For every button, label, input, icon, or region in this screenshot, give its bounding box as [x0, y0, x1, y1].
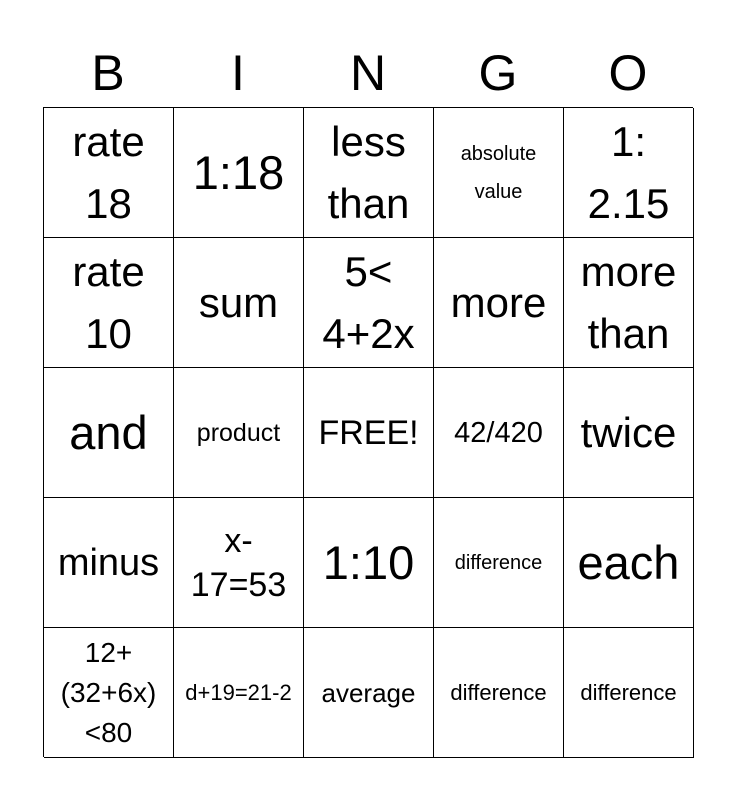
- cell-text: rate 10: [72, 247, 145, 357]
- cell-text: product: [196, 418, 281, 447]
- bingo-cell-r5c2[interactable]: [174, 628, 304, 758]
- bingo-cell-r4c1[interactable]: [44, 498, 174, 628]
- cell-text: twice: [580, 408, 677, 456]
- bingo-cell-r2c3[interactable]: [304, 238, 434, 368]
- bingo-cell-r2c2[interactable]: [174, 238, 304, 368]
- bingo-cell-r5c3[interactable]: [304, 628, 434, 758]
- bingo-board: [43, 107, 693, 757]
- header-letter-b: B: [91, 45, 125, 101]
- cell-text: 1:18: [192, 145, 285, 199]
- bingo-cell-r3c5[interactable]: [564, 368, 694, 498]
- cell-text: 42/420: [454, 416, 543, 449]
- bingo-cell-r1c1[interactable]: [44, 108, 174, 238]
- cell-text: sum: [198, 278, 279, 326]
- header-letter-g: G: [478, 45, 518, 101]
- cell-text: absolute value: [460, 142, 537, 203]
- cell-text: rate 18: [72, 117, 145, 227]
- bingo-cell-r1c3[interactable]: [304, 108, 434, 238]
- cell-text: d+19=21-2: [185, 679, 292, 705]
- cell-text: each: [577, 535, 680, 589]
- bingo-cell-r4c4[interactable]: [434, 498, 564, 628]
- bingo-cell-r1c5[interactable]: [564, 108, 694, 238]
- bingo-cell-r2c5[interactable]: [564, 238, 694, 368]
- cell-text: x-17=53: [190, 521, 287, 604]
- bingo-cell-r3c2[interactable]: [174, 368, 304, 498]
- bingo-cell-r4c2[interactable]: [174, 498, 304, 628]
- cell-text: more than: [580, 247, 677, 357]
- header-letter-o: O: [608, 45, 648, 101]
- bingo-cell-r2c1[interactable]: [44, 238, 174, 368]
- bingo-header: [43, 40, 693, 106]
- cell-text: less than: [327, 117, 410, 227]
- bingo-cell-r1c4[interactable]: [434, 108, 564, 238]
- bingo-cell-r4c3[interactable]: [304, 498, 434, 628]
- cell-text: difference: [454, 551, 543, 574]
- cell-text: more: [450, 278, 547, 326]
- bingo-cell-r5c4[interactable]: [434, 628, 564, 758]
- cell-text: average: [321, 677, 416, 708]
- bingo-cell-r3c1[interactable]: [44, 368, 174, 498]
- bingo-cell-r5c1[interactable]: [44, 628, 174, 758]
- bingo-cell-r5c5[interactable]: [564, 628, 694, 758]
- bingo-cell-r3c4[interactable]: [434, 368, 564, 498]
- cell-text: FREE!: [318, 413, 419, 452]
- cell-text: and: [69, 405, 148, 459]
- bingo-cell-r1c2[interactable]: [174, 108, 304, 238]
- header-letter-i: I: [231, 45, 245, 101]
- cell-text: difference: [450, 679, 547, 705]
- cell-text: 1:10: [322, 535, 415, 589]
- bingo-cell-r2c4[interactable]: [434, 238, 564, 368]
- cell-text: difference: [580, 679, 677, 705]
- cell-text: 12+ (32+6x) <80: [60, 636, 157, 748]
- cell-text: 1: 2.15: [587, 117, 670, 227]
- cell-text: minus: [57, 541, 160, 584]
- header-letter-n: N: [349, 45, 387, 101]
- bingo-cell-r4c5[interactable]: [564, 498, 694, 628]
- cell-text: 5< 4+2x: [322, 247, 415, 357]
- bingo-cell-r3c3[interactable]: [304, 368, 434, 498]
